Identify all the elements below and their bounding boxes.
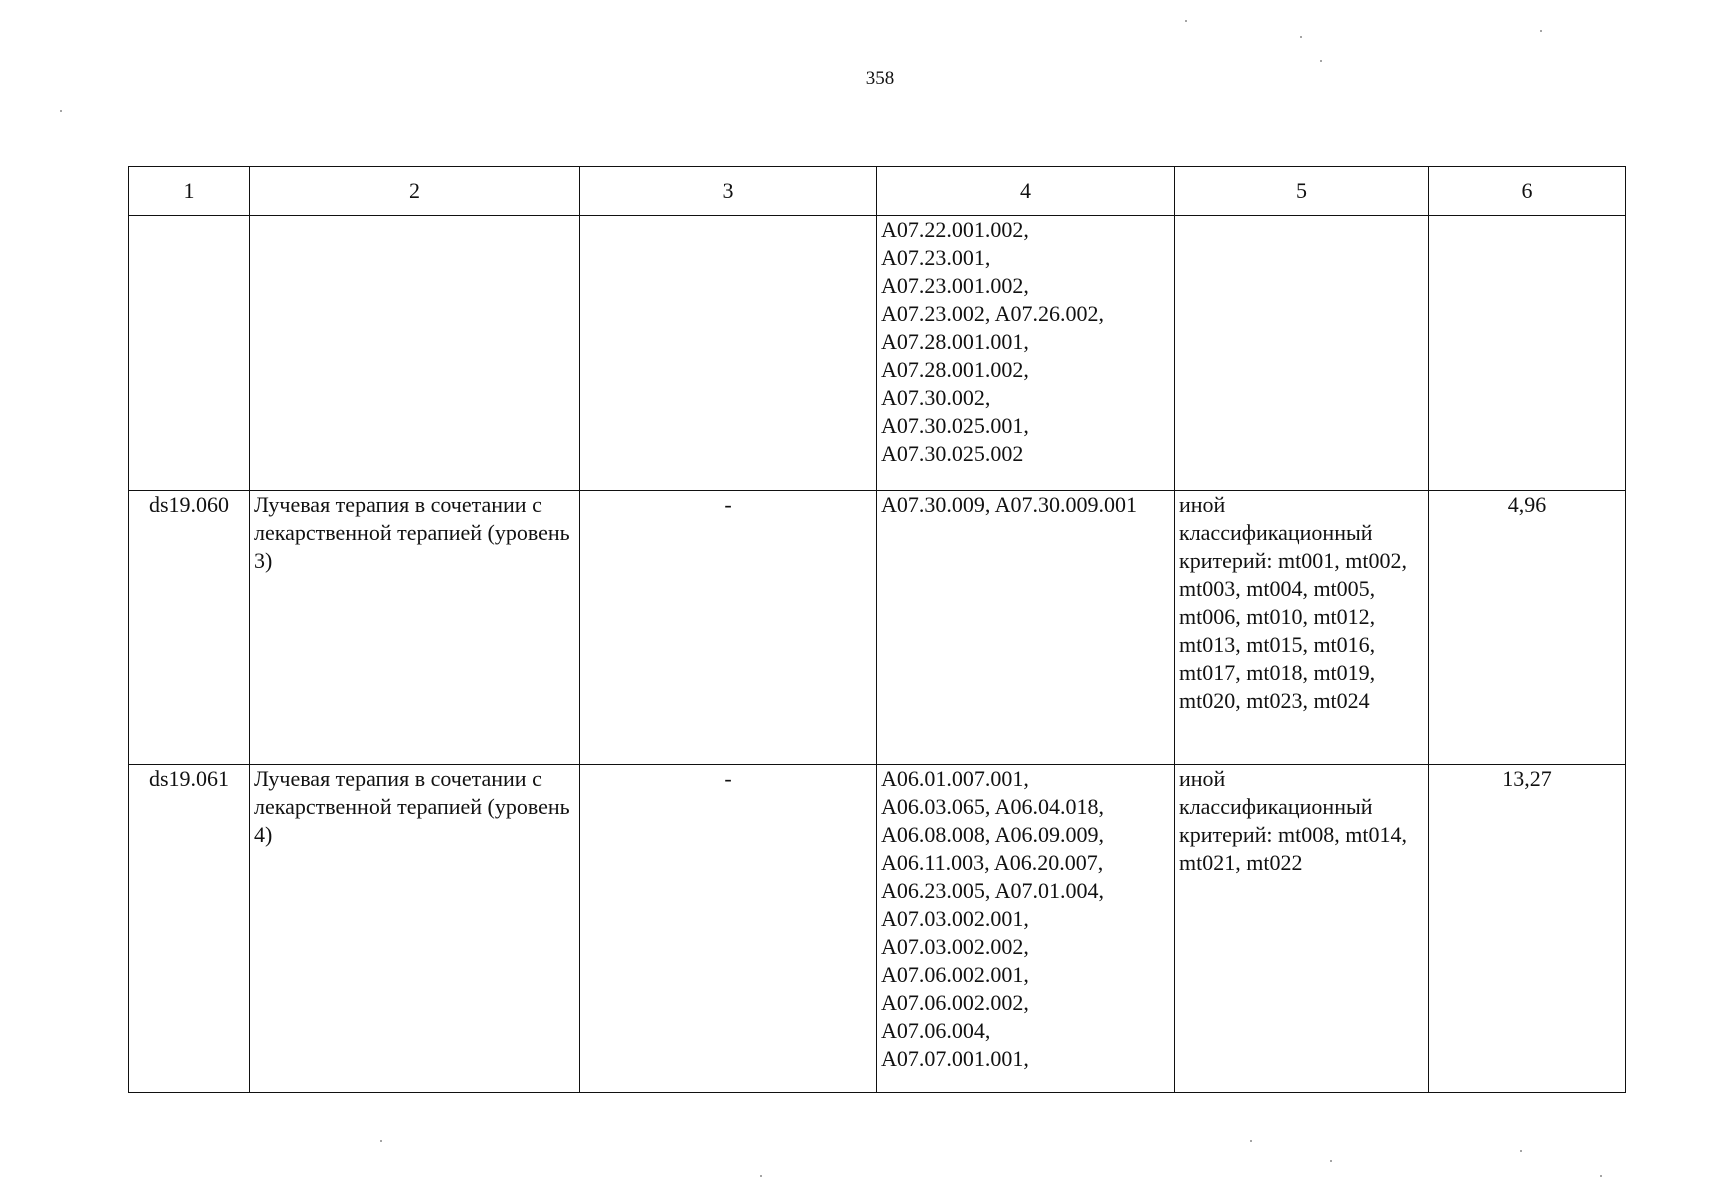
column-header-5: 5 xyxy=(1175,167,1429,216)
table-row xyxy=(129,216,1626,491)
scan-speckle xyxy=(1185,20,1187,22)
row-criteria-cell xyxy=(1175,216,1429,491)
scan-speckle xyxy=(1250,1140,1252,1142)
row-col3-cell xyxy=(580,216,877,491)
scan-speckle xyxy=(760,1175,762,1177)
row-coefficient-cell: 13,27 xyxy=(1429,765,1626,1093)
column-header-3: 3 xyxy=(580,167,877,216)
scan-speckle xyxy=(1320,60,1322,62)
row-services-cell: A07.30.009, A07.30.009.001 xyxy=(877,491,1175,765)
row-name-cell xyxy=(250,216,580,491)
row-coefficient-cell: 4,96 xyxy=(1429,491,1626,765)
row-services-cell: A07.22.001.002, A07.23.001, A07.23.001.002, A07.23.002, A07.26.002, A07.28.001.001, A07.28.001.002, A07.30.002, A07.30.025.001, A07.30.025.002 xyxy=(877,216,1175,491)
row-col3-cell: - xyxy=(580,765,877,1093)
row-services-cell: A06.01.007.001, A06.03.065, A06.04.018, A06.08.008, A06.09.009, A06.11.003, A06.20.007, A06.23.005, A07.01.004, A07.03.002.001, A07.03.002.002, A07.06.002.001, A07.06.002.002, A07.06.004, A07.07.001.001, xyxy=(877,765,1175,1093)
scan-speckle xyxy=(1300,36,1302,38)
column-header-2: 2 xyxy=(250,167,580,216)
header-row xyxy=(129,167,1626,216)
scan-speckle xyxy=(1540,30,1542,32)
row-col3-cell: - xyxy=(580,491,877,765)
row-criteria-cell: иной классификационный критерий: mt008, mt014, mt021, mt022 xyxy=(1175,765,1429,1093)
scan-speckle xyxy=(1600,1175,1602,1177)
page-number: 358 xyxy=(865,68,895,89)
tariff-table xyxy=(128,166,1626,1093)
row-name-cell: Лучевая терапия в сочетании с лекарственной терапией (уровень 3) xyxy=(250,491,580,765)
row-code-cell: ds19.061 xyxy=(129,765,250,1093)
table-row xyxy=(129,765,1626,1093)
row-name-cell: Лучевая терапия в сочетании с лекарственной терапией (уровень 4) xyxy=(250,765,580,1093)
row-coefficient-cell xyxy=(1429,216,1626,491)
scan-speckle xyxy=(60,110,62,112)
scan-speckle xyxy=(380,1140,382,1142)
row-code-cell xyxy=(129,216,250,491)
scan-speckle xyxy=(1520,1150,1522,1152)
column-header-6: 6 xyxy=(1429,167,1626,216)
table-row xyxy=(129,491,1626,765)
scan-speckle xyxy=(1330,1160,1332,1162)
row-code-cell: ds19.060 xyxy=(129,491,250,765)
column-header-4: 4 xyxy=(877,167,1175,216)
row-criteria-cell: иной классификационный критерий: mt001, mt002, mt003, mt004, mt005, mt006, mt010, mt012, mt013, mt015, mt016, mt017, mt018, mt019, mt020, mt023, mt024 xyxy=(1175,491,1429,765)
column-header-1: 1 xyxy=(129,167,250,216)
